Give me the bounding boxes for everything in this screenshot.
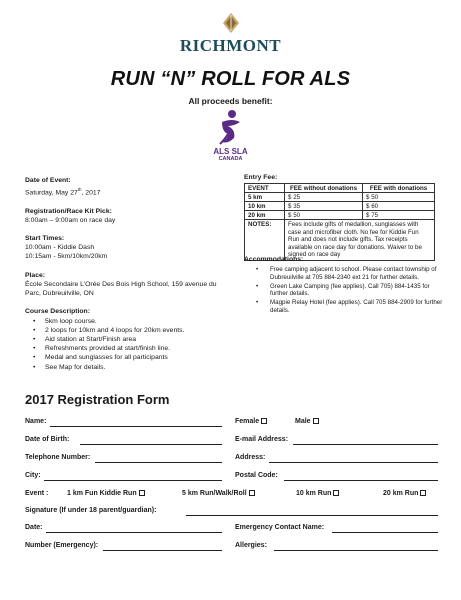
male-option[interactable]: Male bbox=[295, 418, 319, 425]
notes-text: Fees include gifts of medallion, sunglasses with case and microfiber cloth. No fee for Kiddie Fun Run and does not include gifts. Tax receipts available on race day for donations. Waiver to be signed on race day bbox=[285, 220, 435, 261]
list-item: • 2 loops for 10km and 4 loops for 20km events. bbox=[39, 326, 240, 335]
postal-label: Postal Code: bbox=[235, 472, 278, 479]
richmont-logo-icon bbox=[220, 12, 242, 34]
table-cell: $ 75 bbox=[363, 211, 435, 220]
emergency-contact-field[interactable] bbox=[332, 532, 438, 533]
event-option-1km[interactable]: 1 km Fun Kiddie Run bbox=[67, 490, 145, 497]
postal-field[interactable] bbox=[284, 480, 438, 481]
table-cell: $ 60 bbox=[363, 202, 435, 211]
brand-name: RICHMONT bbox=[179, 36, 282, 55]
table-header: EVENT bbox=[245, 184, 285, 193]
email-label: E-mail Address: bbox=[235, 436, 289, 443]
address-label: Address: bbox=[235, 454, 266, 461]
checkbox-5km[interactable] bbox=[249, 490, 255, 496]
phone-label: Telephone Number: bbox=[25, 454, 91, 461]
checkbox-10km[interactable] bbox=[333, 490, 339, 496]
place-line-1: École Secondaire L’Orée Des Bois High School, 159 avenue du bbox=[25, 280, 217, 288]
entry-fee-label: Entry Fee: bbox=[244, 174, 278, 181]
email-field[interactable] bbox=[293, 444, 438, 445]
start-time-main: 10:15am - 5km/10km/20km bbox=[25, 253, 108, 261]
place-label: Place: bbox=[25, 271, 46, 279]
list-item: • Free camping adjacent to school. Please contact township of Dubreuilville at 705 884-2340 ext 21 for further details. bbox=[256, 266, 446, 282]
checkbox-20km[interactable] bbox=[420, 490, 426, 496]
event-label: Event : bbox=[25, 490, 49, 497]
accommodations-label: Accommodations: bbox=[244, 256, 304, 263]
list-item: • See Map for details. bbox=[39, 363, 240, 372]
emergency-number-field[interactable] bbox=[103, 550, 222, 551]
female-option[interactable]: Female bbox=[235, 418, 267, 425]
city-label: City: bbox=[25, 472, 41, 479]
allergies-label: Allergies: bbox=[235, 542, 267, 549]
list-item: • Aid station at Start/Finish area bbox=[39, 335, 240, 344]
table-row bbox=[245, 202, 435, 211]
course-list bbox=[39, 317, 240, 372]
phone-field[interactable] bbox=[95, 462, 222, 463]
list-item: • Magpie Relay Hotel (fee applies). Call 705 884-2909 for further details. bbox=[256, 299, 446, 315]
event-info bbox=[25, 176, 240, 372]
date-label: Date of Event: bbox=[25, 177, 71, 184]
list-item: • Green Lake Camping (fee applies). Call 705) 884-1435 for further details. bbox=[256, 283, 446, 299]
date-label: Date: bbox=[25, 524, 43, 531]
table-cell: 20 km bbox=[245, 211, 285, 220]
table-header-row bbox=[245, 184, 435, 193]
event-option-5km[interactable]: 5 km Run/Walk/Roll bbox=[182, 490, 255, 497]
female-checkbox[interactable] bbox=[261, 418, 267, 424]
emergency-contact-label: Emergency Contact Name: bbox=[235, 524, 325, 531]
page-title: RUN “N” ROLL FOR ALS bbox=[110, 68, 351, 90]
course-label: Course Description: bbox=[25, 308, 90, 316]
date-value: Saturday, May 27th, 2017 bbox=[25, 187, 101, 197]
table-cell: $ 50 bbox=[285, 211, 363, 220]
list-item: • Medal and sunglasses for all participants bbox=[39, 353, 240, 362]
table-row bbox=[245, 193, 435, 202]
table-row bbox=[245, 220, 435, 261]
registration-value: 8:00am – 9:00am on race day bbox=[25, 216, 116, 224]
signature-label: Signature (If under 18 parent/guardian): bbox=[25, 507, 157, 514]
dob-field[interactable] bbox=[80, 444, 222, 445]
checkbox-1km[interactable] bbox=[139, 490, 145, 496]
event-option-10km[interactable]: 10 km Run bbox=[296, 490, 339, 497]
notes-label: NOTES: bbox=[245, 220, 285, 261]
start-times-label: Start Times: bbox=[25, 235, 65, 243]
start-time-kiddie: 10:00am - Kiddie Dash bbox=[25, 244, 95, 252]
address-field[interactable] bbox=[269, 462, 438, 463]
signature-field[interactable] bbox=[186, 515, 438, 516]
als-logo-text: ALS SLA bbox=[213, 147, 248, 156]
allergies-field[interactable] bbox=[274, 550, 438, 551]
table-cell: $ 25 bbox=[285, 193, 363, 202]
emergency-number-label: Number (Emergency): bbox=[25, 542, 99, 549]
list-item: • Refreshments provided at start/finish line. bbox=[39, 344, 240, 353]
name-label: Name: bbox=[25, 418, 47, 425]
date-field[interactable] bbox=[46, 532, 222, 533]
table-header: FEE with donations bbox=[363, 184, 435, 193]
als-logo-subtext: CANADA bbox=[218, 156, 243, 162]
dob-label: Date of Birth: bbox=[25, 436, 70, 443]
event-option-20km[interactable]: 20 km Run bbox=[383, 490, 426, 497]
table-cell: $ 35 bbox=[285, 202, 363, 211]
fee-table bbox=[244, 183, 435, 261]
table-cell: 5 km bbox=[245, 193, 285, 202]
name-field[interactable] bbox=[50, 426, 222, 427]
city-field[interactable] bbox=[44, 480, 222, 481]
male-checkbox[interactable] bbox=[313, 418, 319, 424]
accommodations-list bbox=[256, 266, 446, 316]
table-cell: 10 km bbox=[245, 202, 285, 211]
table-row bbox=[245, 211, 435, 220]
place-line-2: Parc, Dubreuilville, ON bbox=[25, 290, 94, 298]
table-cell: $ 50 bbox=[363, 193, 435, 202]
form-title: 2017 Registration Form bbox=[25, 392, 170, 407]
table-header: FEE without donations bbox=[285, 184, 363, 193]
list-item: • 5km loop course. bbox=[39, 317, 240, 326]
registration-label: Registration/Race Kit Pick: bbox=[25, 207, 112, 215]
page-subtitle: All proceeds benefit: bbox=[188, 96, 273, 106]
